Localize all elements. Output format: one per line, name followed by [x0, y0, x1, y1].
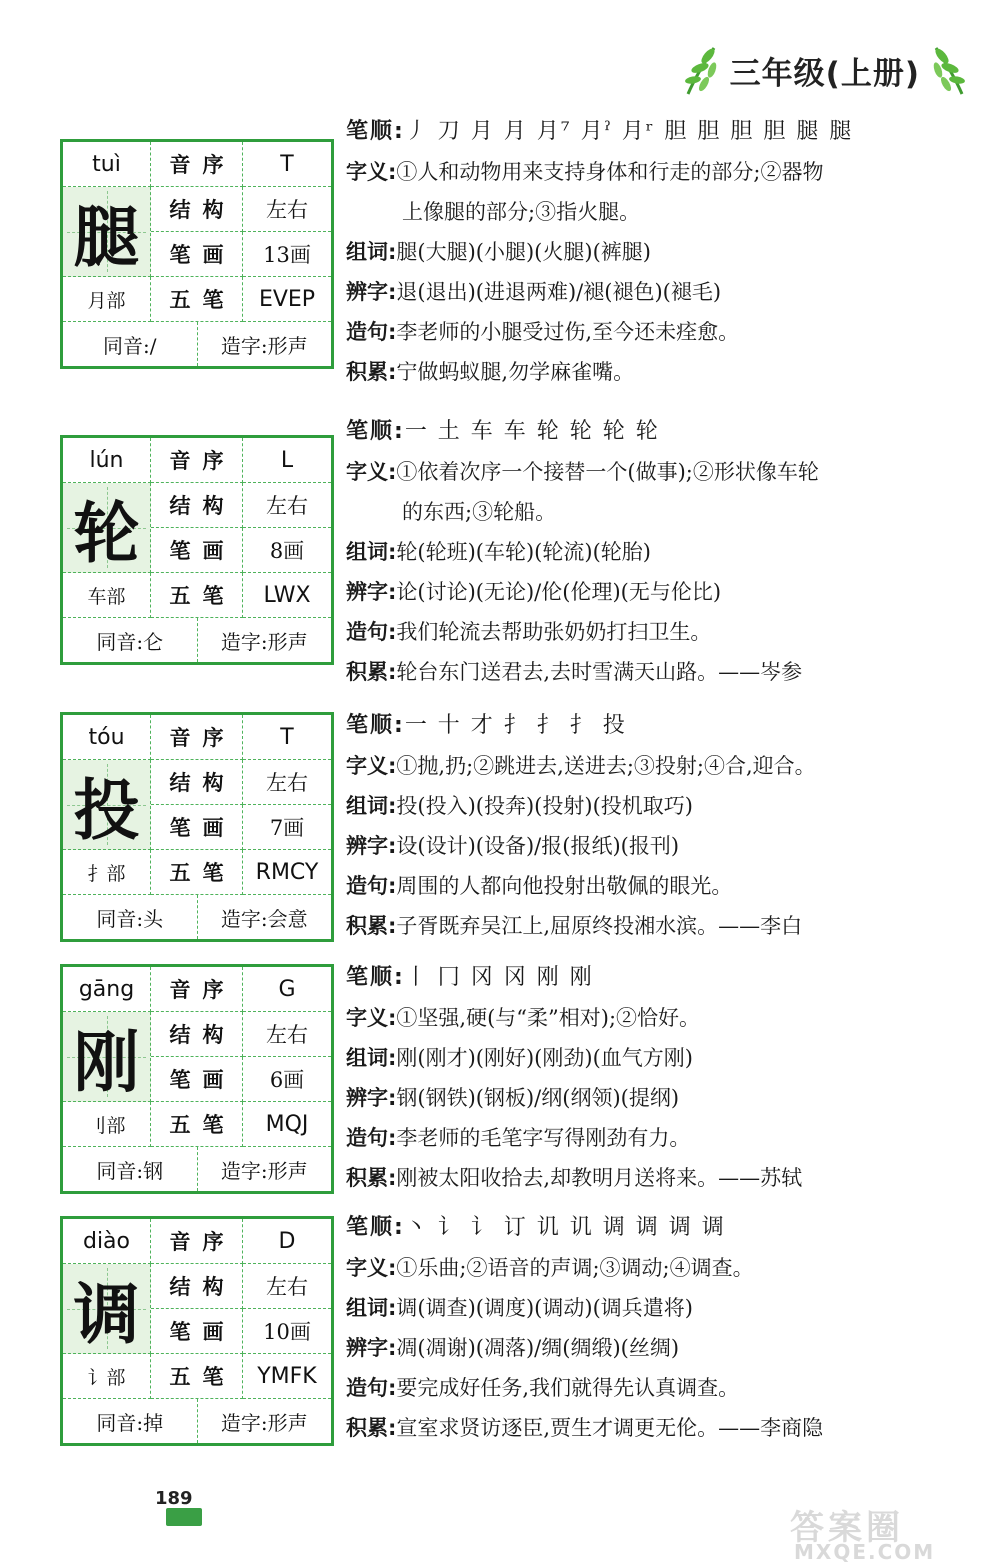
label-bihua: 笔画: [151, 232, 243, 277]
pinyin: gāng: [63, 967, 151, 1012]
index-letter: T: [243, 142, 331, 187]
meaning-line: 字义:①乐曲;②语音的声调;③调动;④调查。: [346, 1256, 754, 1280]
homophone: 同音:钢: [96, 1158, 164, 1183]
index-letter: L: [243, 438, 331, 483]
label-bihua: 笔画: [151, 1309, 243, 1354]
label-wubi: 五笔: [151, 1102, 243, 1147]
label-jiegou: 结构: [151, 1264, 243, 1309]
homophone: 同音:掉: [96, 1410, 164, 1435]
page-header: [678, 40, 972, 100]
character-card: [60, 1216, 334, 1446]
page-number-bar: [166, 1508, 202, 1526]
structure: 左右: [243, 187, 331, 232]
words-line: 组词:轮(轮班)(车轮)(轮流)(轮胎): [346, 540, 651, 564]
stroke-order-line: 笔顺:一 土 车 车 轮 轮 轮 轮: [346, 419, 660, 444]
structure: 左右: [243, 1012, 331, 1057]
sentence-line: 造句:周围的人都向他投射出敬佩的眼光。: [346, 874, 733, 898]
meaning-line-cont: 上像腿的部分;③指火腿。: [402, 200, 641, 224]
pinyin: tóu: [63, 715, 151, 760]
stroke-count: 13画: [243, 232, 331, 277]
distinguish-line: 辨字:退(退出)(进退两难)/褪(褪色)(褪毛): [346, 280, 722, 304]
homophone: 同音:仑: [96, 629, 164, 654]
wubi-code: MQJ: [243, 1102, 331, 1147]
accumulate-line: 积累:子胥既弃吴江上,屈原终投湘水滨。——李白: [346, 914, 803, 938]
stroke-order-line: 笔顺:丨 冂 冈 冈 刚 刚: [346, 965, 594, 990]
label-yinxu: 音序: [151, 142, 243, 187]
words-line: 组词:腿(大腿)(小腿)(火腿)(裤腿): [346, 240, 651, 264]
structure: 左右: [243, 483, 331, 528]
accumulate-line: 积累:轮台东门送君去,去时雪满天山路。——岑参: [346, 660, 803, 684]
label-bihua: 笔画: [151, 805, 243, 850]
radical: 扌部: [63, 850, 151, 895]
label-yinxu: 音序: [151, 967, 243, 1012]
leaf-left-icon: [678, 42, 724, 98]
character-card: [60, 139, 334, 369]
label-wubi: 五笔: [151, 573, 243, 618]
accumulate-line: 积累:宣室求贤访逐臣,贾生才调更无伦。——李商隐: [346, 1416, 824, 1440]
label-bihua: 笔画: [151, 528, 243, 573]
label-wubi: 五笔: [151, 850, 243, 895]
index-letter: T: [243, 715, 331, 760]
grade-title: 三年级(上册): [729, 55, 920, 92]
meaning-line: 字义:①依着次序一个接替一个(做事);②形状像车轮: [346, 460, 819, 484]
stroke-count: 7画: [243, 805, 331, 850]
stroke-order-line: 笔顺:丶 讠 讠 订 讥 讥 调 调 调 调: [346, 1215, 726, 1240]
main-character: 调: [63, 1264, 151, 1354]
character-card: [60, 435, 334, 665]
formation: 造字:形声: [197, 618, 332, 662]
watermark-text: 答案圈: [790, 1508, 904, 1548]
words-line: 组词:投(投入)(投奔)(投射)(投机取巧): [346, 794, 693, 818]
character-card: [60, 964, 334, 1194]
wubi-code: EVEP: [243, 277, 331, 322]
watermark-url: MXQE.COM: [794, 1540, 936, 1564]
sentence-line: 造句:李老师的小腿受过伤,至今还未痊愈。: [346, 320, 740, 344]
label-yinxu: 音序: [151, 715, 243, 760]
pinyin: tuì: [63, 142, 151, 187]
meaning-line: 字义:①抛,扔;②跳进去,送进去;③投射;④合,迎合。: [346, 754, 816, 778]
words-line: 组词:刚(刚才)(刚好)(刚劲)(血气方刚): [346, 1046, 693, 1070]
accumulate-line: 积累:刚被太阳收拾去,却教明月送将来。——苏轼: [346, 1166, 803, 1190]
label-jiegou: 结构: [151, 187, 243, 232]
label-jiegou: 结构: [151, 760, 243, 805]
label-wubi: 五笔: [151, 277, 243, 322]
label-bihua: 笔画: [151, 1057, 243, 1102]
radical: 刂部: [63, 1102, 151, 1147]
homophone: 同音:/: [103, 333, 157, 358]
formation: 造字:形声: [197, 1399, 332, 1443]
stroke-count: 8画: [243, 528, 331, 573]
stroke-order-line: 笔顺:丿 刀 月 月 月⁷ 月ˀ 月ʳ 胆 胆 胆 胆 腿 腿: [346, 119, 854, 144]
page-number: 189: [155, 1488, 193, 1509]
label-yinxu: 音序: [151, 438, 243, 483]
label-jiegou: 结构: [151, 1012, 243, 1057]
distinguish-line: 辨字:钢(钢铁)(钢板)/纲(纲领)(提纲): [346, 1086, 680, 1110]
words-line: 组词:调(调查)(调度)(调动)(调兵遣将): [346, 1296, 693, 1320]
pinyin: diào: [63, 1219, 151, 1264]
meaning-line: 字义:①坚强,硬(与“柔”相对);②恰好。: [346, 1006, 701, 1030]
index-letter: G: [243, 967, 331, 1012]
accumulate-line: 积累:宁做蚂蚁腿,勿学麻雀嘴。: [346, 360, 635, 384]
distinguish-line: 辨字:论(讨论)(无论)/伦(伦理)(无与伦比): [346, 580, 722, 604]
radical: 讠部: [63, 1354, 151, 1399]
main-character: 投: [63, 760, 151, 850]
character-card: [60, 712, 334, 942]
index-letter: D: [243, 1219, 331, 1264]
wubi-code: LWX: [243, 573, 331, 618]
meaning-line-cont: 的东西;③轮船。: [402, 500, 557, 524]
distinguish-line: 辨字:凋(凋谢)(凋落)/绸(绸缎)(丝绸): [346, 1336, 680, 1360]
sentence-line: 造句:要完成好任务,我们就得先认真调查。: [346, 1376, 740, 1400]
sentence-line: 造句:我们轮流去帮助张奶奶打扫卫生。: [346, 620, 712, 644]
homophone: 同音:头: [96, 906, 164, 931]
structure: 左右: [243, 1264, 331, 1309]
meaning-line: 字义:①人和动物用来支持身体和行走的部分;②器物: [346, 160, 824, 184]
main-character: 轮: [63, 483, 151, 573]
stroke-order-line: 笔顺:一 十 才 扌 扌 扌 投: [346, 713, 627, 738]
wubi-code: YMFK: [243, 1354, 331, 1399]
wubi-code: RMCY: [243, 850, 331, 895]
watermark: [770, 1500, 1000, 1566]
main-character: 腿: [63, 187, 151, 277]
formation: 造字:形声: [197, 1147, 332, 1191]
radical: 月部: [63, 277, 151, 322]
main-character: 刚: [63, 1012, 151, 1102]
structure: 左右: [243, 760, 331, 805]
distinguish-line: 辨字:设(设计)(设备)/报(报纸)(报刊): [346, 834, 680, 858]
label-jiegou: 结构: [151, 483, 243, 528]
pinyin: lún: [63, 438, 151, 483]
stroke-count: 10画: [243, 1309, 331, 1354]
formation: 造字:形声: [197, 322, 332, 366]
formation: 造字:会意: [197, 895, 332, 939]
radical: 车部: [63, 573, 151, 618]
stroke-count: 6画: [243, 1057, 331, 1102]
leaf-right-icon: [926, 42, 972, 98]
sentence-line: 造句:李老师的毛笔字写得刚劲有力。: [346, 1126, 691, 1150]
label-yinxu: 音序: [151, 1219, 243, 1264]
label-wubi: 五笔: [151, 1354, 243, 1399]
